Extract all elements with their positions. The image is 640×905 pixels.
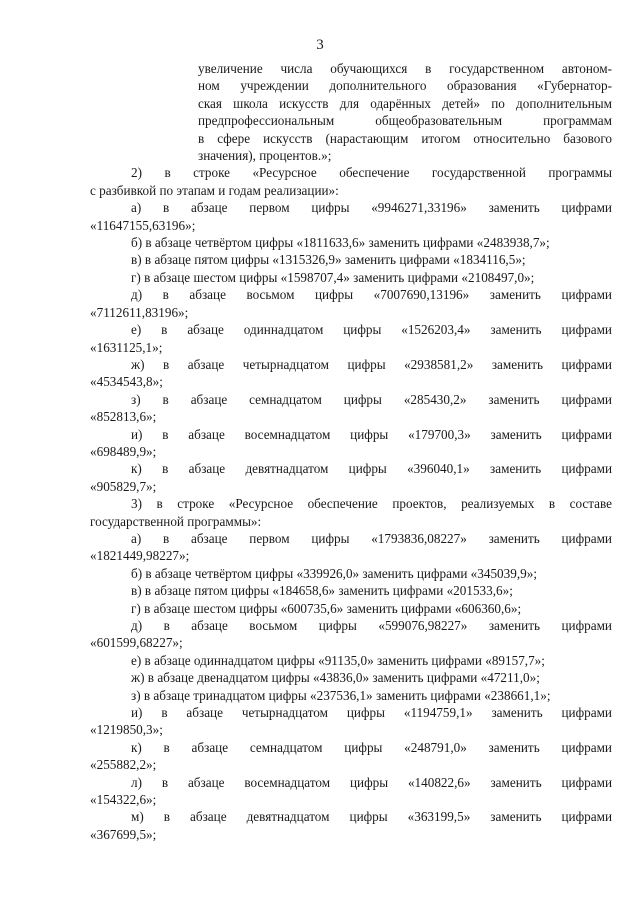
section-heading [90,164,612,199]
heading-line: государственной программы»: [90,513,262,529]
item-line: ж) в абзаце двенадцатом цифры «43836,0» заменить цифрами «47211,0»; [131,670,540,686]
item-line: а) в абзаце первом цифры «1793836,08227» заменить цифрами [131,530,612,546]
item-line: е) в абзаце одиннадцатом цифры «91135,0» заменить цифрами «89157,7»; [131,652,545,668]
cell-line: значения), процентов.»; [198,148,332,164]
cell-line: увеличение числа обучающихся в государственном автоном- [198,61,612,76]
amendment-item [90,687,612,704]
amendment-item [90,391,612,426]
item-line: в) в абзаце пятом цифры «184658,6» заменить цифрами «201533,6»; [131,583,513,599]
item-line: ж) в абзаце четырнадцатом цифры «2938581,2» заменить цифрами [131,356,612,372]
amendment-item [90,199,612,234]
item-line: б) в абзаце четвёртом цифры «339926,0» заменить цифрами «345039,9»; [131,565,537,581]
item-line: и) в абзаце восемнадцатом цифры «179700,3» заменить цифрами [131,426,612,442]
cell-line: предпрофессиональным общеобразовательным программам [198,113,612,129]
item-line: «7112611,83196»; [90,304,189,320]
item-line: е) в абзаце одиннадцатом цифры «1526203,4» заменить цифрами [131,322,612,338]
item-line: д) в абзаце восьмом цифры «7007690,13196» заменить цифрами [131,287,612,303]
amendment-item [90,669,612,686]
item-line: «905829,7»; [90,478,157,494]
heading-line: 2) в строке «Ресурсное обеспечение государственной программы [131,165,612,181]
item-line: б) в абзаце четвёртом цифры «1811633,6» заменить цифрами «2483938,7»; [131,235,550,251]
amendment-item [90,269,612,286]
amendment-item [90,286,612,321]
amendment-item [90,600,612,617]
amendment-item [90,426,612,461]
item-line: з) в абзаце семнадцатом цифры «285430,2» заменить цифрами [131,391,612,407]
page-number: 3 [316,37,324,53]
amendment-item [90,321,612,356]
item-line: «255882,2»; [90,757,157,773]
amendment-item [90,530,612,565]
amendment-item [90,356,612,391]
heading-line: с разбивкой по этапам и годам реализации»: [90,182,339,198]
item-line: «698489,9»; [90,443,157,459]
cell-line: в сфере искусств (нарастающим итогом относительно базового [198,130,612,146]
amendment-item [90,808,612,843]
item-line: л) в абзаце восемнадцатом цифры «140822,6» заменить цифрами [131,774,612,790]
amendment-item [90,460,612,495]
item-line: «1631125,1»; [90,339,163,355]
item-line: г) в абзаце шестом цифры «1598707,4» заменить цифрами «2108497,0»; [131,269,535,285]
item-line: м) в абзаце девятнадцатом цифры «363199,5» заменить цифрами [131,809,612,825]
item-line: «1219850,3»; [90,722,163,738]
amendment-item [90,704,612,739]
item-line: з) в абзаце тринадцатом цифры «237536,1» заменить цифрами «238661,1»; [131,687,551,703]
item-line: и) в абзаце четырнадцатом цифры «1194759,1» заменить цифрами [131,705,612,721]
document-body [90,60,612,843]
item-line: «1821449,98227»; [90,548,190,564]
amendment-item [90,582,612,599]
amendment-item [90,652,612,669]
amendment-item [90,774,612,809]
amendment-item [90,739,612,774]
section-3 [90,495,612,843]
item-line: «11647155,63196»; [90,217,196,233]
item-line: д) в абзаце восьмом цифры «599076,98227» заменить цифрами [131,618,612,633]
table-cell-text [198,60,612,164]
amendment-item [90,565,612,582]
item-line: а) в абзаце первом цифры «9946271,33196» заменить цифрами [131,200,612,216]
amendment-item [90,617,612,652]
cell-line: ном учреждении дополнительного образования «Губернатор- [198,78,612,94]
item-line: к) в абзаце девятнадцатом цифры «396040,1» заменить цифрами [131,461,612,477]
item-line: «601599,68227»; [90,635,183,651]
cell-line: ская школа искусств для одарённых детей» по дополнительным [198,95,612,111]
item-line: «367699,5»; [90,826,157,842]
section-heading [90,495,612,530]
section-2 [90,164,612,495]
amendment-item [90,234,612,251]
item-line: к) в абзаце семнадцатом цифры «248791,0» заменить цифрами [131,739,612,755]
item-line: «4534543,8»; [90,374,163,390]
item-line: «852813,6»; [90,409,157,425]
heading-line: 3) в строке «Ресурсное обеспечение проектов, реализуемых в составе [131,496,612,512]
item-line: г) в абзаце шестом цифры «600735,6» заменить цифрами «606360,6»; [131,600,522,616]
item-line: «154322,6»; [90,792,157,808]
amendment-item [90,251,612,268]
item-line: в) в абзаце пятом цифры «1315326,9» заменить цифрами «1834116,5»; [131,252,526,268]
